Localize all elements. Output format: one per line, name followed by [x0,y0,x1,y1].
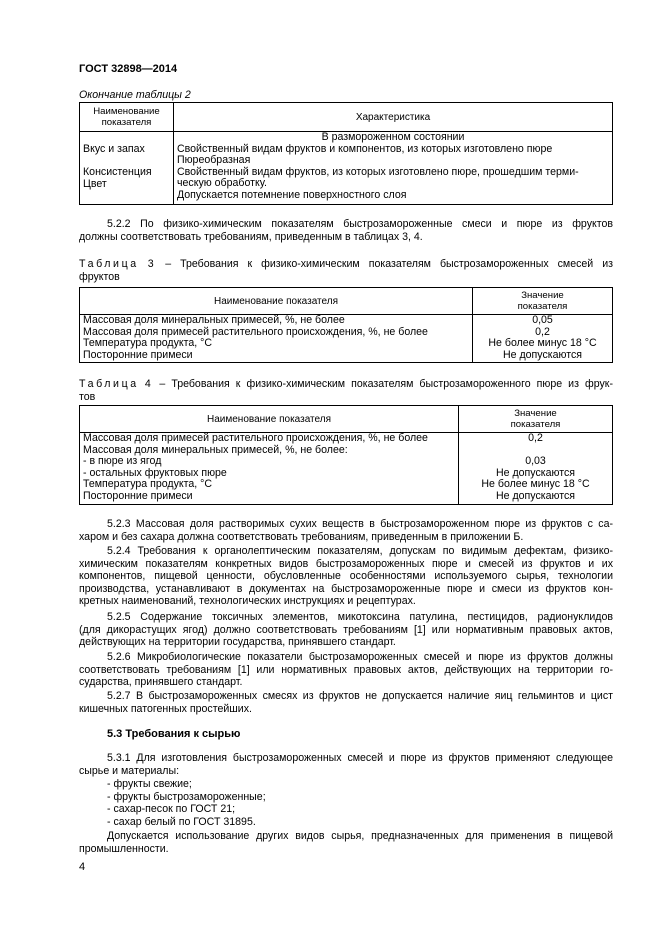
table2-row-name: Вкус и запах [83,143,145,155]
paragraph-5-2-6: 5.2.6 Микробиологические показатели быстрозамороженных смесей и пюре из фруктов должны соответствовать требованиям [1] или нормативных правовых актов, действующих на территории го- сударства, принявшего стандарт. [79,651,613,689]
table3 [79,287,613,363]
table4-row-value: 0,03 [525,455,546,468]
table4-row-name: Массовая доля примесей растительного происхождения, %, не более [83,432,428,444]
table2-col1-header: Наименование показателя [80,103,174,132]
paragraph-5-2-7: 5.2.7 В быстрозамороженных смесях из фруктов не допускается наличие яиц гельминтов и цист кишечных патогенных простейших. [79,690,613,715]
table2-col2-header: Характеристика [174,103,613,132]
table3-row-name: Посторонние примеси [83,348,193,361]
table3-values-cell [473,315,613,363]
table4-row-name: Посторонние примеси [83,489,193,502]
paragraph-5-2-3: 5.2.3 Массовая доля растворимых сухих веществ в быстрозамороженном пюре из фруктов с са- харом и без сахара должна соответствовать требованиям, приведенным в приложении Б. [79,518,613,543]
list-item: - фрукты свежие; [107,778,192,790]
table2-row-text: Допускается потемнение поверхностного слоя [177,188,407,201]
table4-caption-label: Таблица [79,378,139,390]
table3-row-name: Массовая доля примесей растительного происхождения, %, не более [83,325,428,338]
table4-caption: Таблица 4 – Требования к физико-химическим показателям быстрозамороженного пюре из фрук- тов [79,378,613,403]
table2 [79,102,613,205]
table3-row-value: 0,05 [532,314,553,326]
table2-row-name: Консистенция [83,166,152,179]
table3-col2-header: Значение показателя [473,288,613,315]
paragraph-5-3-1: 5.3.1 Для изготовления быстрозамороженных смесей и пюре из фруктов применяют следующее сырье и материалы: [79,752,613,777]
table3-row-value: 0,2 [535,325,550,338]
table3-row-value: Не более минус 18 °С [488,337,597,350]
list-item: - фрукты быстрозамороженные; [107,790,266,803]
table4-row-name: Температура продукта, °С [83,478,213,491]
table3-row-name: Массовая доля минеральных примесей, %, не более [83,314,345,326]
table2-row-text: ческую обработку. [177,177,267,190]
paragraph-5-2-2: 5.2.2 По физико-химическим показателям быстрозамороженные смеси и пюре из фруктов должны соответствовать требованиям, приведенным в таблицах 3, 4. [79,218,613,243]
table3-col1-header: Наименование показателя [80,288,473,315]
standard-header: ГОСТ 32898—2014 [79,63,178,75]
paragraph-5-2-5: 5.2.5 Содержание токсичных элементов, микотоксина патулина, пестицидов, радионуклидов (для дикорастущих ягод) должно соответствовать требованиям [1] или нормативным правовых актов, действующих на территории государства, принявшего стандарт. [79,611,613,649]
table4-row-value: Не допускаются [495,466,575,479]
table4-row-name: - в пюре из ягод [83,455,162,468]
list-item: - сахар белый по ГОСТ 31895. [107,815,256,828]
section-5-3-heading: 5.3 Требования к сырью [107,728,241,740]
table3-caption-label: Таблица [79,258,139,270]
table4-names-cell [80,433,459,505]
table4-row-value: Не более минус 18 °С [481,478,590,491]
table4-row-name: Массовая доля минеральных примесей, %, не более: [83,443,348,456]
table2-row-text: Пюреобразная [177,154,251,167]
table4-row-value: Не допускаются [495,489,575,502]
raw-materials-list [107,778,266,828]
table2-row-text: Свойственный видам фруктов, из которых изготовлено пюре, прошедшим терми- [177,165,579,178]
table4 [79,405,613,505]
paragraph-allowed: Допускается использование других видов сырья, предназначенных для применения в пищевой промышленности. [79,830,613,855]
table2-caption: Окончание таблицы 2 [79,89,191,101]
table4-row-name: - остальных фруктовых пюре [83,466,227,479]
table4-row-value: 0,2 [528,432,543,444]
table4-values-cell [459,433,613,505]
table4-col2-header: Значение показателя [459,406,613,433]
table2-row-text: Свойственный видам фруктов и компонентов, из которых изготовлено пюре [177,142,553,155]
table2-row-name: Цвет [83,177,107,190]
table3-names-cell [80,315,473,363]
table3-row-value: Не допускаются [502,348,582,361]
paragraph-5-2-4: 5.2.4 Требования к органолептическим показателям, допускам по видимым дефектам, физико- химическим показателям конкретных видов быстрозамороженных пюре и смесей из фруктов и их компонентов, пищевой ценности, обусловленные особенностями используемого сырья, технологии производства, устанавливают в документах на быстрозамороженные пюре и смеси из фруктов кон- кретных наименований, технологических инструкциях и рецептурах. [79,545,613,608]
table2-text-cell [174,132,613,205]
table3-row-name: Температура продукта, °С [83,337,213,350]
table3-caption: Таблица 3 – Требования к физико-химическим показателям быстрозамороженных смесей из фруктов [79,258,613,283]
page-number: 4 [79,861,86,873]
table2-section: В размороженном состоянии [321,131,465,143]
table2-names-cell [80,132,174,205]
table4-col1-header: Наименование показателя [80,406,459,433]
list-item: - сахар-песок по ГОСТ 21; [107,803,236,816]
